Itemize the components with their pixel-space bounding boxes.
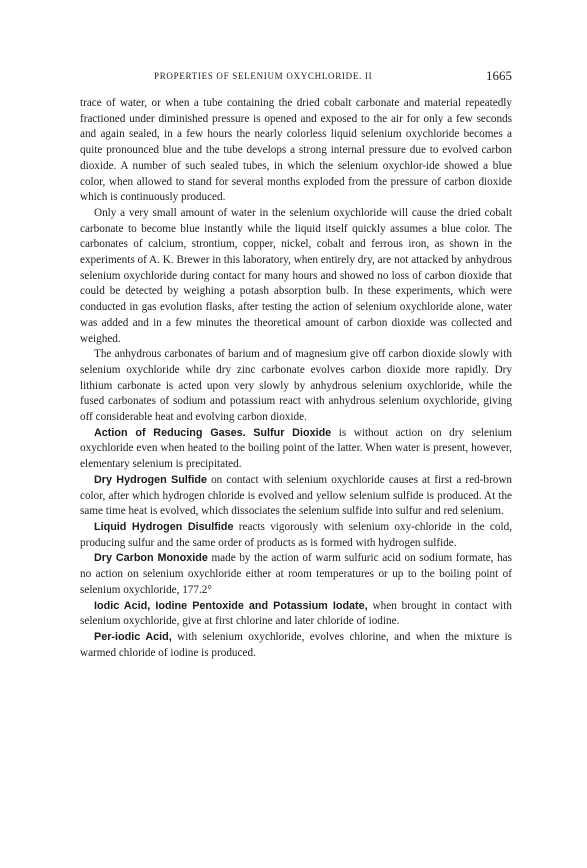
paragraph bbox=[80, 551, 512, 598]
run-heading: Per-iodic Acid, bbox=[94, 630, 172, 643]
running-title: PROPERTIES OF SELENIUM OXYCHLORIDE. II bbox=[154, 71, 373, 81]
paragraph bbox=[80, 426, 512, 473]
paragraph bbox=[80, 630, 512, 661]
run-text: with selenium oxychloride, evolves chlorine, and when the mixture is warmed chloride of iodine is produced. bbox=[80, 630, 512, 659]
run-text: made by the action of warm sulfuric acid on sodium formate, has no action on selenium oxychloride either at room temperatures or up to the boiling point of selenium oxychloride, 177.2° bbox=[80, 552, 512, 596]
run-text: The anhydrous carbonates of barium and of magnesium give off carbon dioxide slowly with selenium oxychloride while dry zinc carbonate evolves carbon dioxide more rapidly. Dry lithium carbonate is acted upon very slowly by anhydrous selenium oxychloride, while the fused carbonates of sodium and potassium react with anhydrous selenium oxychloride, giving off considerable heat and evolving carbon dioxide. bbox=[80, 348, 512, 424]
run-text: when brought in contact with selenium oxychloride, give at first chlorine and later chloride of iodine. bbox=[80, 599, 512, 628]
run-heading: Sulfur Dioxide bbox=[253, 426, 332, 439]
paragraph bbox=[80, 520, 512, 551]
run-text: on contact with selenium oxychloride causes at first a red-brown color, after which hydrogen chloride is evolved and yellow selenium sulfide is produced. At the same time heat is evolved, which dissociates the selenium sulfide into sulfur and red selenium. bbox=[80, 473, 512, 518]
paragraph bbox=[80, 206, 512, 347]
paragraph bbox=[80, 473, 512, 520]
run-heading: Iodic Acid, Iodine Pentoxide and Potassium Iodate, bbox=[94, 599, 368, 612]
page-number: 1665 bbox=[486, 68, 512, 83]
paragraph bbox=[80, 599, 512, 630]
run-text: trace of water, or when a tube containing the dried cobalt carbonate and material repeatedly fractioned under diminished pressure is opened and exposed to the air for only a few seconds and again sealed, in a few hours the nearly colorless liquid selenium oxychloride becomes a quite pronounced blue and the tube develops a strong internal pressure due to evolved carbon dioxide. A number of such sealed tubes, in which the selenium oxychlor-ide showed a blue color, when allowed to stand for several months exploded from the pressure of carbon dioxide which is continuously produced. bbox=[80, 97, 512, 204]
run-heading: Action of Reducing Gases. bbox=[94, 426, 246, 439]
run-heading: Dry Hydrogen Sulfide bbox=[94, 473, 207, 486]
run-text: reacts vigorously with selenium oxy-chloride in the cold, producing sulfur and the same order of products as is formed with hydrogen sulfide. bbox=[80, 520, 512, 549]
paragraph bbox=[80, 347, 512, 426]
run-heading: Dry Carbon Monoxide bbox=[94, 552, 208, 565]
run-text: is without action on dry selenium oxychloride even when heated to the boiling point of the latter. When water is present, however, elementary selenium is precipitated. bbox=[80, 426, 513, 471]
page-header bbox=[80, 70, 512, 86]
run-text: Only a very small amount of water in the selenium oxychloride will cause the dried cobalt carbonate to become blue instantly while the liquid itself quickly assumes a blue color. The carbonates of calcium, strontium, copper, nickel, cobalt and ferrous iron, as shown in the experiments of A. K. Brewer in this laboratory, when entirely dry, are not attacked by anhydrous selenium oxychloride during contact for many hours and showed no loss of carbon dioxide that could be detected by weighing a potash absorption bulb. In these experiments, which were conducted in gas evolution flasks, after testing the action of selenium oxychloride alone, water was added and in a few minutes the theoretical amount of carbon dioxide was collected and weighed. bbox=[80, 206, 512, 345]
paragraph bbox=[80, 96, 512, 206]
run-heading: Liquid Hydrogen Disulfide bbox=[94, 520, 234, 533]
body-text bbox=[80, 96, 512, 661]
